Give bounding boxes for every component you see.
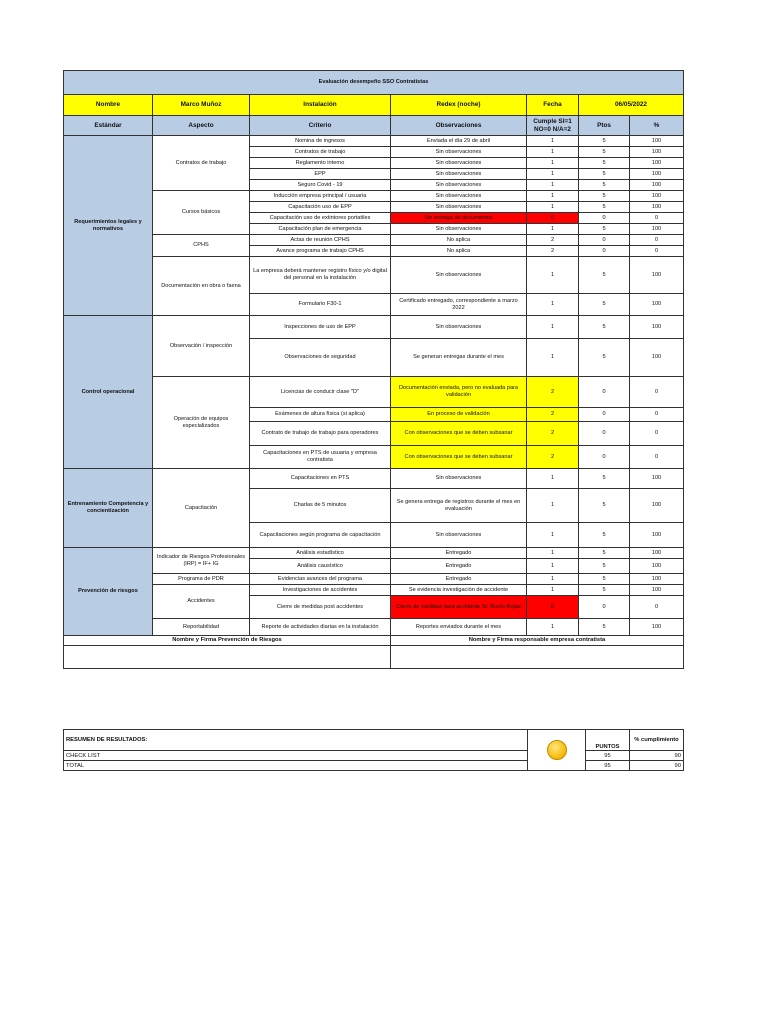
aspect-accidentes: Accidentes xyxy=(153,585,250,619)
criterio-cell: Formulario F30-1 xyxy=(250,294,391,316)
header-criterio: Criterio xyxy=(250,116,391,136)
pct-cell: 0 xyxy=(630,408,684,422)
ptos-cell: 5 xyxy=(579,585,630,596)
pct-cell: 100 xyxy=(630,523,684,548)
pct-cell: 100 xyxy=(630,158,684,169)
observacion-cell: Entregado xyxy=(391,559,527,574)
observacion-cell: Reportes enviados durante el mes xyxy=(391,619,527,636)
summary-title: RESUMEN DE RESULTADOS: xyxy=(64,730,528,751)
observacion-cell: Sin observaciones xyxy=(391,523,527,548)
summary-table xyxy=(63,729,684,771)
ptos-cell: 5 xyxy=(579,559,630,574)
observacion-cell: Sin observaciones xyxy=(391,316,527,339)
aspect-contratos: Contratos de trabajo xyxy=(153,136,250,191)
ptos-cell: 5 xyxy=(579,339,630,377)
ptos-cell: 5 xyxy=(579,136,630,147)
criterio-cell: Capacitaciones según programa de capacitación xyxy=(250,523,391,548)
ptos-cell: 0 xyxy=(579,213,630,224)
cumple-cell: 1 xyxy=(527,202,579,213)
criterio-cell: Exámenes de altura física (si aplica) xyxy=(250,408,391,422)
aspect-cursos: Cursos básicos xyxy=(153,191,250,235)
summary-section xyxy=(63,729,683,771)
ptos-cell: 5 xyxy=(579,548,630,559)
status-indicator xyxy=(528,730,586,771)
pct-cell: 100 xyxy=(630,224,684,235)
signature-box-contratista[interactable] xyxy=(391,646,684,669)
observacion-cell: Sin observaciones xyxy=(391,169,527,180)
cumple-cell: 1 xyxy=(527,158,579,169)
ptos-cell: 5 xyxy=(579,191,630,202)
criterio-cell: Capacitación uso de extintores portatiles xyxy=(250,213,391,224)
ptos-cell: 0 xyxy=(579,377,630,408)
instalacion-value: Redex (noche) xyxy=(391,95,527,116)
header-cumple: Cumple SI=1 NO=0 N/A=2 xyxy=(527,116,579,136)
criterio-cell: Análisis estadístico xyxy=(250,548,391,559)
cumple-cell: 1 xyxy=(527,489,579,523)
criterio-cell: Reporte de actividades diarias en la instalación xyxy=(250,619,391,636)
criterio-cell: EPP xyxy=(250,169,391,180)
ptos-cell: 5 xyxy=(579,469,630,489)
cumple-cell: 1 xyxy=(527,191,579,202)
pct-cell: 100 xyxy=(630,585,684,596)
table-row xyxy=(64,469,684,489)
pct-cell: 100 xyxy=(630,619,684,636)
pct-cell: 100 xyxy=(630,339,684,377)
pct-cell: 100 xyxy=(630,136,684,147)
pct-cell: 0 xyxy=(630,377,684,408)
cumple-cell: 0 xyxy=(527,213,579,224)
observacion-cell-alert: Sin entrega de documentos xyxy=(391,213,527,224)
aspect-irp: Indicador de Riesgos Profesionales (IRP) = IF+ IG xyxy=(153,548,250,574)
ptos-cell: 5 xyxy=(579,257,630,294)
header-estandar: Estándar xyxy=(64,116,153,136)
checklist-pct: 90 xyxy=(630,751,684,761)
ptos-cell: 5 xyxy=(579,147,630,158)
cumple-cell: 1 xyxy=(527,585,579,596)
instalacion-label: Instalación xyxy=(250,95,391,116)
pct-cell: 100 xyxy=(630,548,684,559)
observacion-cell-warning: Con observaciones que se deben subsanar xyxy=(391,422,527,446)
pct-cell: 100 xyxy=(630,180,684,191)
pct-cell: 0 xyxy=(630,213,684,224)
observacion-cell: Sin observaciones xyxy=(391,158,527,169)
table-row xyxy=(64,585,684,596)
cumple-cell: 1 xyxy=(527,339,579,377)
table-row xyxy=(64,136,684,147)
pct-cell: 0 xyxy=(630,422,684,446)
checklist-puntos: 95 xyxy=(586,751,630,761)
aspect-documentacion: Documentación en obra o faena xyxy=(153,257,250,316)
ptos-cell: 5 xyxy=(579,619,630,636)
criterio-cell: Evidencias avances del programa xyxy=(250,574,391,585)
checklist-label: CHECK LIST xyxy=(64,751,528,761)
ptos-cell: 0 xyxy=(579,422,630,446)
criterio-cell: Capacitación uso de EPP xyxy=(250,202,391,213)
aspect-cphs: CPHS xyxy=(153,235,250,257)
table-row xyxy=(64,377,684,408)
cumple-cell: 1 xyxy=(527,469,579,489)
signature-label-contratista: Nombre y Firma responsable empresa contratista xyxy=(391,636,684,646)
page-title: Evaluación desempeño SSO Contratistas xyxy=(64,71,684,95)
cumple-cell: 1 xyxy=(527,316,579,339)
puntos-header: PUNTOS xyxy=(586,730,630,751)
criterio-cell: Actas de reunión CPHS xyxy=(250,235,391,246)
aspect-capacitacion: Capacitación xyxy=(153,469,250,548)
cumple-cell: 2 xyxy=(527,422,579,446)
criterio-cell: Reglamento interno xyxy=(250,158,391,169)
ptos-cell: 0 xyxy=(579,596,630,619)
observacion-cell: Sin observaciones xyxy=(391,257,527,294)
criterio-cell: Contrato de trabajo de trabajo para operadores xyxy=(250,422,391,446)
nombre-label: Nombre xyxy=(64,95,153,116)
observacion-cell: Sin observaciones xyxy=(391,202,527,213)
ptos-cell: 5 xyxy=(579,523,630,548)
header-ptos: Ptos xyxy=(579,116,630,136)
cumple-cell: 2 xyxy=(527,235,579,246)
observacion-cell: Se genera entrega de registros durante el mes en evaluación xyxy=(391,489,527,523)
aspect-pdr: Programa de PDR xyxy=(153,574,250,585)
status-dot-icon xyxy=(547,740,567,760)
pct-cell: 100 xyxy=(630,294,684,316)
table-row xyxy=(64,235,684,246)
observacion-cell: Entregado xyxy=(391,548,527,559)
ptos-cell: 0 xyxy=(579,246,630,257)
table-row xyxy=(64,548,684,559)
pct-cell: 0 xyxy=(630,596,684,619)
cumple-cell: 1 xyxy=(527,147,579,158)
section-prevencion: Prevención de riesgos xyxy=(64,548,153,636)
pct-cell: 100 xyxy=(630,191,684,202)
aspect-reportabilidad: Reportabilidad xyxy=(153,619,250,636)
fecha-value: 06/05/2022 xyxy=(579,95,684,116)
criterio-cell: Contratos de trabajo xyxy=(250,147,391,158)
observacion-cell-warning: Documentación enviada, pero no evaluada para validación xyxy=(391,377,527,408)
cumple-cell: 1 xyxy=(527,619,579,636)
observacion-cell-warning: Con observaciones que se deben subsanar xyxy=(391,446,527,469)
table-row xyxy=(64,574,684,585)
cumple-cell: 1 xyxy=(527,169,579,180)
cumple-cell: 1 xyxy=(527,294,579,316)
ptos-cell: 5 xyxy=(579,202,630,213)
header-pct: % xyxy=(630,116,684,136)
cumple-cell: 0 xyxy=(527,596,579,619)
ptos-cell: 5 xyxy=(579,574,630,585)
observacion-cell: Certificado entregado, correspondiente a marzo 2022 xyxy=(391,294,527,316)
criterio-cell: Inducción empresa principal / usuaria xyxy=(250,191,391,202)
signature-box-prevencion[interactable] xyxy=(64,646,391,669)
criterio-cell: La empresa deberá mantener registro físico y/o digital del personal en la instalación xyxy=(250,257,391,294)
total-label: TOTAL xyxy=(64,761,528,771)
section-requerimientos: Requerimientos legales y normativos xyxy=(64,136,153,316)
section-control-operacional: Control operacional xyxy=(64,316,153,469)
cumplimiento-header: % cumplimiento xyxy=(630,730,684,751)
pct-cell: 100 xyxy=(630,559,684,574)
ptos-cell: 5 xyxy=(579,180,630,191)
observacion-cell: Enviada el día 29 de abril xyxy=(391,136,527,147)
criterio-cell: Seguro Covid - 19 xyxy=(250,180,391,191)
criterio-cell: Análisis causístico xyxy=(250,559,391,574)
pct-cell: 100 xyxy=(630,489,684,523)
pct-cell: 0 xyxy=(630,246,684,257)
criterio-cell: Charlas de 5 minutos xyxy=(250,489,391,523)
observacion-cell: Sin observaciones xyxy=(391,469,527,489)
evaluation-table xyxy=(63,70,684,669)
ptos-cell: 0 xyxy=(579,446,630,469)
aspect-operacion-equipos: Operación de equipos especializados xyxy=(153,377,250,469)
criterio-cell: Capacitaciones en PTS de usuaria y empresa contratista xyxy=(250,446,391,469)
ptos-cell: 5 xyxy=(579,158,630,169)
cumple-cell: 2 xyxy=(527,446,579,469)
total-pct: 90 xyxy=(630,761,684,771)
pct-cell: 100 xyxy=(630,147,684,158)
ptos-cell: 5 xyxy=(579,316,630,339)
cumple-cell: 1 xyxy=(527,559,579,574)
pct-cell: 100 xyxy=(630,202,684,213)
column-header-row xyxy=(64,116,684,136)
signature-box-row xyxy=(64,646,684,669)
observacion-cell: Sin observaciones xyxy=(391,224,527,235)
nombre-value: Marco Muñoz xyxy=(153,95,250,116)
cumple-cell: 2 xyxy=(527,377,579,408)
observacion-cell: Sin observaciones xyxy=(391,191,527,202)
cumple-cell: 1 xyxy=(527,574,579,585)
evaluation-sheet xyxy=(63,70,683,669)
fecha-label: Fecha xyxy=(527,95,579,116)
info-row xyxy=(64,95,684,116)
header-observaciones: Observaciones xyxy=(391,116,527,136)
table-row xyxy=(64,257,684,294)
criterio-cell: Capacitación plan de emergencia xyxy=(250,224,391,235)
cumple-cell: 2 xyxy=(527,246,579,257)
pct-cell: 100 xyxy=(630,316,684,339)
table-row xyxy=(64,191,684,202)
pct-cell: 0 xyxy=(630,446,684,469)
observacion-cell-alert: Cierre de medidas para accidente Sr. Rocío Rojas xyxy=(391,596,527,619)
pct-cell: 100 xyxy=(630,169,684,180)
observacion-cell-warning: En proceso de validación xyxy=(391,408,527,422)
criterio-cell: Inspecciones de uso de EPP xyxy=(250,316,391,339)
ptos-cell: 0 xyxy=(579,235,630,246)
ptos-cell: 5 xyxy=(579,489,630,523)
cumple-cell: 2 xyxy=(527,408,579,422)
criterio-cell: Nomina de ingresos xyxy=(250,136,391,147)
header-aspecto: Aspecto xyxy=(153,116,250,136)
aspect-observacion: Observación / inspección xyxy=(153,316,250,377)
observacion-cell: Entregado xyxy=(391,574,527,585)
table-row xyxy=(64,619,684,636)
section-entrenamiento: Entrenamiento Competencia y concientización xyxy=(64,469,153,548)
criterio-cell: Capacitaciones en PTS xyxy=(250,469,391,489)
cumple-cell: 1 xyxy=(527,136,579,147)
ptos-cell: 5 xyxy=(579,224,630,235)
ptos-cell: 5 xyxy=(579,169,630,180)
signature-label-row xyxy=(64,636,684,646)
pct-cell: 100 xyxy=(630,469,684,489)
observacion-cell: No aplica xyxy=(391,235,527,246)
cumple-cell: 1 xyxy=(527,224,579,235)
observacion-cell: No aplica xyxy=(391,246,527,257)
criterio-cell: Observaciones de seguridad xyxy=(250,339,391,377)
total-puntos: 95 xyxy=(586,761,630,771)
table-row xyxy=(64,316,684,339)
ptos-cell: 0 xyxy=(579,408,630,422)
criterio-cell: Investigaciones de accidentes xyxy=(250,585,391,596)
observacion-cell: Se evidencia investigación de accidente xyxy=(391,585,527,596)
pct-cell: 100 xyxy=(630,574,684,585)
observacion-cell: Sin observaciones xyxy=(391,180,527,191)
criterio-cell: Cierre de medidas post accidentes xyxy=(250,596,391,619)
pct-cell: 100 xyxy=(630,257,684,294)
criterio-cell: Licencias de conducir clase "D" xyxy=(250,377,391,408)
criterio-cell: Avance programa de trabajo CPHS xyxy=(250,246,391,257)
observacion-cell: Se generan entregas durante el mes xyxy=(391,339,527,377)
signature-label-prevencion: Nombre y Firma Prevención de Riesgos xyxy=(64,636,391,646)
ptos-cell: 5 xyxy=(579,294,630,316)
cumple-cell: 1 xyxy=(527,257,579,294)
cumple-cell: 1 xyxy=(527,523,579,548)
observacion-cell: Sin observaciones xyxy=(391,147,527,158)
cumple-cell: 1 xyxy=(527,180,579,191)
pct-cell: 0 xyxy=(630,235,684,246)
cumple-cell: 1 xyxy=(527,548,579,559)
